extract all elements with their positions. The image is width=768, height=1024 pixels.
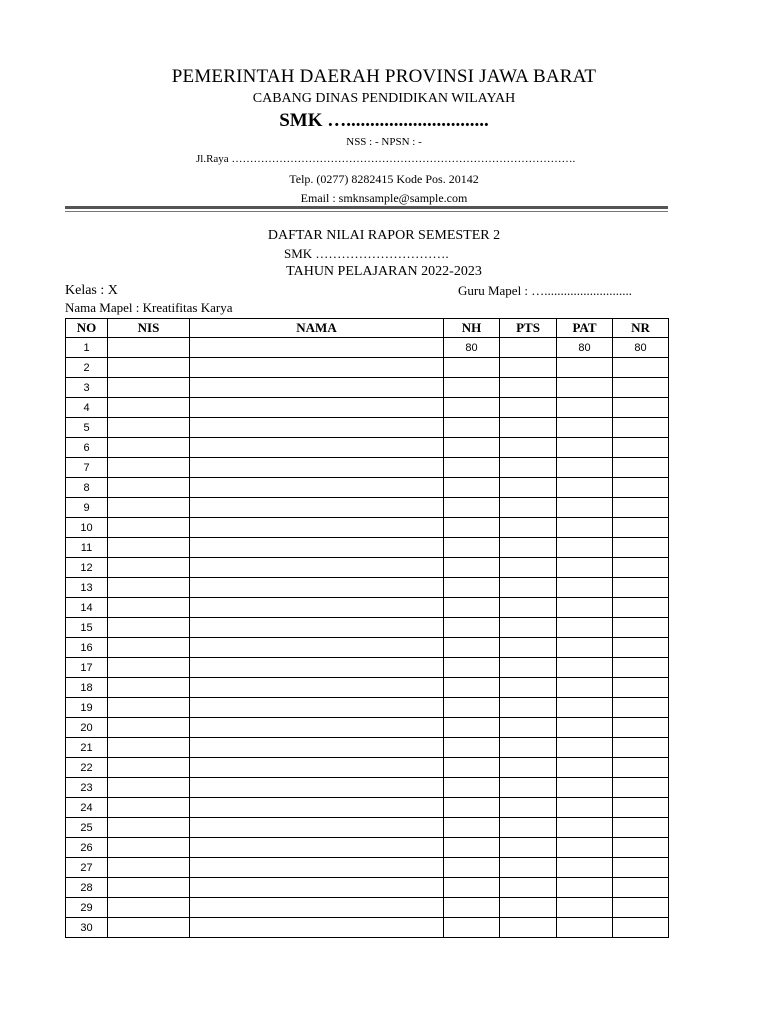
cell-nis: [108, 818, 190, 838]
cell-pat: [557, 678, 613, 698]
cell-pts: [500, 358, 557, 378]
cell-nis: [108, 798, 190, 818]
column-header-no: NO: [66, 319, 108, 338]
cell-no: 21: [66, 738, 108, 758]
cell-nama: [190, 478, 444, 498]
cell-pts: [500, 478, 557, 498]
cell-nr: [613, 398, 669, 418]
cell-nis: [108, 518, 190, 538]
cell-pat: [557, 658, 613, 678]
cell-nh: 80: [444, 338, 500, 358]
cell-nh: [444, 798, 500, 818]
cell-nama: [190, 678, 444, 698]
cell-nh: [444, 598, 500, 618]
cell-nis: [108, 538, 190, 558]
cell-pat: [557, 918, 613, 938]
cell-no: 2: [66, 358, 108, 378]
cell-pts: [500, 618, 557, 638]
cell-nh: [444, 498, 500, 518]
cell-pts: [500, 878, 557, 898]
column-header-pts: PTS: [500, 319, 557, 338]
cell-nama: [190, 918, 444, 938]
cell-pts: [500, 338, 557, 358]
column-header-nr: NR: [613, 319, 669, 338]
cell-nh: [444, 398, 500, 418]
subject-label: Nama Mapel : Kreatifitas Karya: [65, 300, 233, 315]
cell-nr: [613, 758, 669, 778]
cell-no: 7: [66, 458, 108, 478]
column-header-nama: NAMA: [190, 319, 444, 338]
table-row: [66, 758, 669, 778]
cell-pat: [557, 558, 613, 578]
cell-nh: [444, 758, 500, 778]
cell-no: 27: [66, 858, 108, 878]
cell-nama: [190, 438, 444, 458]
cell-nr: [613, 458, 669, 478]
cell-nr: [613, 898, 669, 918]
cell-nis: [108, 378, 190, 398]
cell-nis: [108, 578, 190, 598]
cell-pts: [500, 558, 557, 578]
cell-nh: [444, 458, 500, 478]
phone: Telp. (0277) 8282415 Kode Pos. 20142: [289, 172, 479, 186]
cell-pts: [500, 738, 557, 758]
cell-pat: [557, 718, 613, 738]
cell-pts: [500, 398, 557, 418]
cell-nis: [108, 558, 190, 578]
cell-nr: [613, 698, 669, 718]
cell-nis: [108, 338, 190, 358]
table-row: [66, 378, 669, 398]
cell-pts: [500, 538, 557, 558]
cell-nh: [444, 718, 500, 738]
cell-nis: [108, 658, 190, 678]
table-row: [66, 698, 669, 718]
table-row: [66, 458, 669, 478]
cell-no: 22: [66, 758, 108, 778]
cell-nr: [613, 418, 669, 438]
cell-nama: [190, 418, 444, 438]
cell-pts: [500, 658, 557, 678]
cell-pat: [557, 378, 613, 398]
table-row: [66, 538, 669, 558]
cell-nh: [444, 438, 500, 458]
cell-nh: [444, 558, 500, 578]
table-row: [66, 558, 669, 578]
table-row: [66, 358, 669, 378]
cell-nh: [444, 858, 500, 878]
cell-pat: [557, 358, 613, 378]
cell-nr: [613, 578, 669, 598]
cell-nr: [613, 598, 669, 618]
cell-nama: [190, 898, 444, 918]
cell-nama: [190, 458, 444, 478]
school-name: SMK …..............................: [279, 110, 489, 131]
cell-nis: [108, 898, 190, 918]
cell-nis: [108, 358, 190, 378]
cell-nis: [108, 598, 190, 618]
cell-nr: [613, 658, 669, 678]
cell-nama: [190, 338, 444, 358]
table-row: [66, 418, 669, 438]
cell-pat: [557, 478, 613, 498]
cell-nis: [108, 718, 190, 738]
cell-no: 3: [66, 378, 108, 398]
cell-nh: [444, 618, 500, 638]
cell-nama: [190, 798, 444, 818]
cell-nh: [444, 518, 500, 538]
cell-pat: [557, 898, 613, 918]
cell-no: 4: [66, 398, 108, 418]
cell-nis: [108, 498, 190, 518]
cell-no: 11: [66, 538, 108, 558]
cell-nr: [613, 378, 669, 398]
cell-nis: [108, 478, 190, 498]
cell-no: 14: [66, 598, 108, 618]
cell-nama: [190, 518, 444, 538]
header-rule-thin: [65, 211, 668, 212]
cell-nr: [613, 618, 669, 638]
cell-nh: [444, 418, 500, 438]
cell-nr: [613, 798, 669, 818]
cell-pat: [557, 758, 613, 778]
table-row: [66, 498, 669, 518]
cell-nama: [190, 638, 444, 658]
cell-nr: [613, 498, 669, 518]
cell-no: 30: [66, 918, 108, 938]
document-title: DAFTAR NILAI RAPOR SEMESTER 2: [267, 228, 501, 243]
cell-no: 6: [66, 438, 108, 458]
table-row: [66, 798, 669, 818]
cell-pat: [557, 578, 613, 598]
cell-nama: [190, 358, 444, 378]
cell-nama: [190, 578, 444, 598]
cell-pat: [557, 418, 613, 438]
cell-no: 16: [66, 638, 108, 658]
table-row: [66, 918, 669, 938]
cell-nh: [444, 738, 500, 758]
cell-pts: [500, 418, 557, 438]
cell-nis: [108, 758, 190, 778]
cell-nis: [108, 838, 190, 858]
cell-nis: [108, 918, 190, 938]
header-rule-thick: [65, 206, 668, 209]
cell-pts: [500, 718, 557, 738]
table-row: [66, 898, 669, 918]
cell-pat: [557, 778, 613, 798]
cell-pat: [557, 498, 613, 518]
cell-pts: [500, 778, 557, 798]
cell-pat: [557, 618, 613, 638]
cell-pat: [557, 838, 613, 858]
cell-pat: [557, 518, 613, 538]
cell-nr: [613, 918, 669, 938]
cell-nr: [613, 678, 669, 698]
table-row: [66, 778, 669, 798]
cell-pat: [557, 698, 613, 718]
cell-nama: [190, 778, 444, 798]
table-row: [66, 818, 669, 838]
cell-nr: [613, 878, 669, 898]
cell-nama: [190, 598, 444, 618]
table-row: [66, 738, 669, 758]
cell-pts: [500, 838, 557, 858]
government-title: PEMERINTAH DAERAH PROVINSI JAWA BARAT: [171, 66, 597, 87]
cell-nis: [108, 678, 190, 698]
cell-nh: [444, 378, 500, 398]
cell-nis: [108, 438, 190, 458]
cell-no: 1: [66, 338, 108, 358]
class-label: Kelas : X: [65, 283, 118, 298]
cell-pts: [500, 798, 557, 818]
table-row: [66, 858, 669, 878]
column-header-pat: PAT: [557, 319, 613, 338]
cell-nama: [190, 718, 444, 738]
cell-nh: [444, 818, 500, 838]
cell-nama: [190, 818, 444, 838]
cell-pat: [557, 798, 613, 818]
column-header-nis: NIS: [108, 319, 190, 338]
cell-nis: [108, 858, 190, 878]
cell-pts: [500, 458, 557, 478]
cell-nh: [444, 358, 500, 378]
address: Jl.Raya ………………………………………………………………………………….: [196, 153, 576, 165]
cell-pat: [557, 878, 613, 898]
cell-nr: [613, 738, 669, 758]
cell-nr: [613, 438, 669, 458]
cell-nama: [190, 618, 444, 638]
cell-no: 26: [66, 838, 108, 858]
cell-no: 24: [66, 798, 108, 818]
cell-nh: [444, 578, 500, 598]
table-header-row: [66, 319, 669, 338]
cell-pts: [500, 498, 557, 518]
cell-pat: 80: [557, 338, 613, 358]
cell-nama: [190, 498, 444, 518]
cell-nama: [190, 738, 444, 758]
cell-nis: [108, 738, 190, 758]
cell-pts: [500, 758, 557, 778]
table-row: [66, 578, 669, 598]
table-row: [66, 518, 669, 538]
cell-nh: [444, 698, 500, 718]
cell-pat: [557, 538, 613, 558]
table-row: [66, 398, 669, 418]
cell-nh: [444, 658, 500, 678]
cell-no: 12: [66, 558, 108, 578]
table-row: [66, 718, 669, 738]
table-row: [66, 618, 669, 638]
cell-pts: [500, 438, 557, 458]
cell-nr: [613, 718, 669, 738]
cell-nh: [444, 538, 500, 558]
grades-table: [65, 318, 669, 938]
agency-title: CABANG DINAS PENDIDIKAN WILAYAH: [252, 91, 516, 106]
cell-no: 23: [66, 778, 108, 798]
cell-pat: [557, 398, 613, 418]
cell-no: 15: [66, 618, 108, 638]
table-row: [66, 438, 669, 458]
cell-pts: [500, 818, 557, 838]
cell-nh: [444, 898, 500, 918]
cell-no: 29: [66, 898, 108, 918]
cell-pts: [500, 858, 557, 878]
cell-pts: [500, 578, 557, 598]
cell-nama: [190, 838, 444, 858]
cell-no: 8: [66, 478, 108, 498]
cell-nis: [108, 878, 190, 898]
document-school: SMK ………………………….: [284, 246, 449, 261]
cell-no: 5: [66, 418, 108, 438]
cell-pat: [557, 858, 613, 878]
table-row: [66, 838, 669, 858]
cell-pts: [500, 698, 557, 718]
cell-nr: [613, 638, 669, 658]
cell-nr: [613, 478, 669, 498]
cell-nama: [190, 398, 444, 418]
cell-pat: [557, 818, 613, 838]
cell-nh: [444, 678, 500, 698]
cell-no: 9: [66, 498, 108, 518]
teacher-label: Guru Mapel : …...........................: [458, 283, 633, 298]
cell-pts: [500, 598, 557, 618]
cell-no: 17: [66, 658, 108, 678]
cell-no: 25: [66, 818, 108, 838]
cell-pts: [500, 638, 557, 658]
cell-nama: [190, 658, 444, 678]
cell-nr: [613, 778, 669, 798]
cell-nis: [108, 618, 190, 638]
cell-pts: [500, 378, 557, 398]
cell-nr: [613, 858, 669, 878]
cell-nr: 80: [613, 338, 669, 358]
table-row: [66, 658, 669, 678]
cell-pat: [557, 458, 613, 478]
cell-no: 13: [66, 578, 108, 598]
cell-nis: [108, 418, 190, 438]
table-row: [66, 678, 669, 698]
cell-nis: [108, 778, 190, 798]
cell-nr: [613, 558, 669, 578]
cell-no: 18: [66, 678, 108, 698]
email: Email : smknsample@sample.com: [300, 191, 468, 205]
cell-nis: [108, 638, 190, 658]
cell-nh: [444, 838, 500, 858]
cell-nama: [190, 858, 444, 878]
cell-nr: [613, 838, 669, 858]
cell-nama: [190, 558, 444, 578]
cell-pts: [500, 518, 557, 538]
nss-npsn: NSS : - NPSN : -: [346, 136, 422, 148]
cell-nis: [108, 458, 190, 478]
cell-nis: [108, 698, 190, 718]
cell-pat: [557, 738, 613, 758]
cell-nama: [190, 538, 444, 558]
cell-no: 28: [66, 878, 108, 898]
cell-nr: [613, 538, 669, 558]
cell-nh: [444, 778, 500, 798]
table-row: [66, 338, 669, 358]
cell-pts: [500, 898, 557, 918]
table-row: [66, 878, 669, 898]
table-row: [66, 638, 669, 658]
cell-nama: [190, 758, 444, 778]
cell-no: 20: [66, 718, 108, 738]
cell-nh: [444, 478, 500, 498]
cell-nama: [190, 378, 444, 398]
cell-nh: [444, 878, 500, 898]
cell-pts: [500, 678, 557, 698]
cell-nis: [108, 398, 190, 418]
cell-nr: [613, 818, 669, 838]
table-row: [66, 478, 669, 498]
cell-pat: [557, 438, 613, 458]
cell-nr: [613, 518, 669, 538]
table-row: [66, 598, 669, 618]
cell-pat: [557, 638, 613, 658]
cell-nama: [190, 698, 444, 718]
cell-nr: [613, 358, 669, 378]
cell-pts: [500, 918, 557, 938]
cell-nama: [190, 878, 444, 898]
cell-pat: [557, 598, 613, 618]
cell-no: 19: [66, 698, 108, 718]
academic-year: TAHUN PELAJARAN 2022-2023: [286, 264, 482, 279]
column-header-nh: NH: [444, 319, 500, 338]
cell-nh: [444, 638, 500, 658]
cell-nh: [444, 918, 500, 938]
cell-no: 10: [66, 518, 108, 538]
